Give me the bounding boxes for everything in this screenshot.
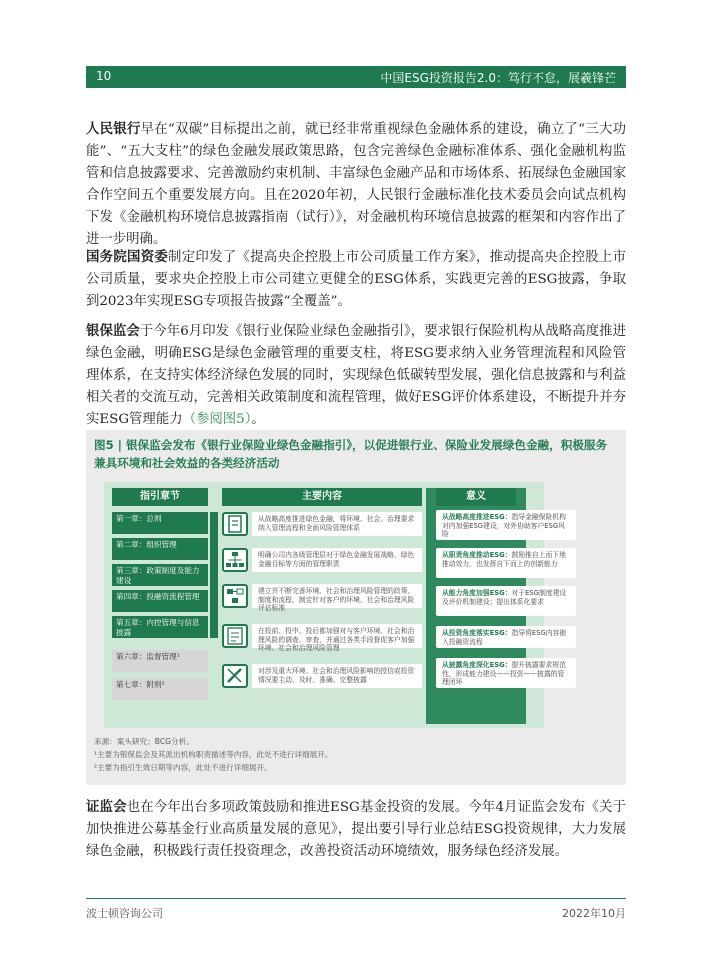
meaning-heading: 从披露角度深化ESG： — [442, 661, 512, 669]
paragraph-csrc — [86, 796, 626, 863]
policy-flow-icon — [222, 584, 248, 608]
meaning-item — [436, 658, 576, 688]
meaning-text: 对于ESG制度建设及评价机制建设；提出体系化要求 — [442, 589, 567, 606]
meaning-heading: 从投资角度落实ESG： — [442, 629, 512, 637]
source-line: 来源：案头研究；BCG分析。 — [94, 737, 194, 746]
chapter-item: 第三章：政策制度及能力建设 — [112, 564, 208, 586]
chapters-header: 指引章节 — [112, 488, 208, 506]
paragraph-lead: 证监会 — [86, 799, 127, 815]
paragraph-lead: 国务院国资委 — [86, 249, 169, 265]
meaning-text: 提升披露要求规范性，形成能力建设——投资——披露的管理闭环 — [442, 661, 566, 686]
figure-reference-link[interactable]: （参阅图5） — [182, 412, 252, 427]
content-item: 在投前、投中、投后都加强对与客户环境、社会和治理风险的调查、审查，并通过各类手段督促客户加强环境、社会和治理风险管理 — [252, 624, 422, 648]
meaning-header: 意义 — [436, 488, 516, 506]
meaning-item — [436, 510, 576, 540]
footer-date: 2022年10月 — [562, 907, 626, 920]
content-item: 明确公司内各级管理层对于绿色金融发展战略、绿色金融目标等方面的管理职责 — [252, 548, 422, 572]
paragraph-lead: 银保监会 — [86, 323, 140, 339]
paragraph-sasac — [86, 246, 626, 313]
meaning-heading: 从能力角度加强ESG： — [442, 589, 512, 597]
meaning-item — [436, 586, 576, 616]
meaning-text: 指导金融保险机构对内加强ESG建设，对外协助客户ESG风险 — [442, 513, 566, 538]
meaning-item — [436, 626, 576, 648]
footer-divider — [86, 898, 626, 899]
meaning-text: 鼓励推自上而下地推动效力，也发挥自下而上的创新能力 — [442, 551, 566, 568]
page-number: 10 — [96, 69, 112, 83]
chapter-item: 第四章：投融资流程管理 — [112, 590, 208, 612]
meaning-heading: 从战略高度推进ESG： — [442, 513, 512, 521]
chapter-item: 第二章：组织管理 — [112, 538, 208, 560]
figure-source — [94, 735, 332, 774]
figure-5 — [86, 430, 626, 785]
chapter-item: 第五章：内控管理与信息披露 — [112, 616, 208, 638]
figure-title: 图5 | 银保监会发布《银行业保险业绿色金融指引》，以促进银行业、保险业发展绿色金融，积极服务兼具环境和社会效益的各类经济活动 — [94, 438, 608, 470]
connector-band — [210, 512, 218, 638]
page-header — [86, 66, 626, 88]
paragraph-end: 。 — [251, 412, 265, 427]
paragraph-cbirc — [86, 320, 626, 431]
paragraph-text: 于今年6月印发《银行业保险业绿色金融指引》，要求银行保险机构从战略高度推进绿色金融，明确ESG是绿色金融管理的重要支柱，将ESG要求纳入业务管理流程和风险管理体系，在支持实体经济绿色发展的同时，实现绿色低碳转型发展，强化信息披露和与利益相关者的交流互动，完善相关政策制度和流程管理，做好ESG评价体系建设，不断提升并夯实ESG管理能力 — [86, 324, 626, 427]
footnote-2: ²主要为指引生效日期等内容，此处不进行详细展开。 — [94, 763, 272, 772]
paragraph-lead: 人民银行 — [86, 121, 141, 137]
org-chart-icon — [222, 548, 248, 572]
paragraph-text: 制定印发了《提高央企控股上市公司质量工作方案》，推动提高央企控股上市公司质量，要求央企控股上市公司建立更健全的ESG体系，实践更完善的ESG披露，争取到2023年实现ESG专项报告披露“全覆盖”。 — [86, 250, 626, 309]
strategy-doc-icon — [222, 512, 248, 536]
meaning-item — [436, 548, 576, 578]
paragraph-text: 也在今年出台多项政策鼓励和推进ESG基金投资的发展。今年4月证监会发布《关于加快推进公募基金行业高质量发展的意见》，提出要引导行业总结ESG投资规律，大力发展绿色金融，积极践行责任投资理念，改善投资活动环境绩效，服务绿色经济发展。 — [86, 800, 627, 859]
content-header: 主要内容 — [222, 488, 422, 506]
content-item: 从战略高度推进绿色金融，将环境、社会、治理要求纳入管理流程和全面风险管理体系 — [252, 512, 422, 536]
meaning-text: 指导将ESG内容嵌入投融资流程 — [442, 629, 567, 646]
chapter-item: 第一章：总则 — [112, 512, 208, 534]
footnote-1: ¹主要为银保监会及其派出机构职责描述等内容，此处不进行详细展开。 — [94, 750, 333, 759]
paragraph-pboc — [86, 118, 626, 251]
chapter-item: 第六章：监督管理¹ — [112, 650, 208, 672]
report-title: 中国ESG投资报告2.0：笃行不怠，展羲锋芒 — [380, 71, 616, 85]
content-item: 对涉及重大环境、社会和治理风险影响的授信或投资情况要主动、及时、准确、完整披露 — [252, 664, 422, 688]
chapter-item: 第七章：附则² — [112, 678, 208, 700]
checklist-icon — [222, 624, 248, 648]
pencil-ruler-icon — [222, 664, 248, 688]
footer-company: 波士顿咨询公司 — [86, 907, 163, 920]
meaning-heading: 从职责角度推动ESG： — [442, 551, 512, 559]
content-item: 建立并不断完善环境、社会和治理风险管理的政策、制度和流程，制定针对客户的环境、社会和治理风险评估标准 — [252, 584, 422, 608]
paragraph-text: 早在“双碳”目标提出之前，就已经非常重视绿色金融体系的建设，确立了“三大功能”、“五大支柱”的绿色金融发展政策思路，包含完善绿色金融标准体系、强化金融机构监管和信息披露要求、完善激励约束机制、丰富绿色金融产品和市场体系、拓展绿色金融国家合作空间五个重要发展方向。且在2020年初，人民银行金融标准化技术委员会向试点机构下发《金融机构环境信息披露指南（试行）》，对金融机构环境信息披露的框架和内容作出了进一步明确。 — [86, 122, 626, 247]
